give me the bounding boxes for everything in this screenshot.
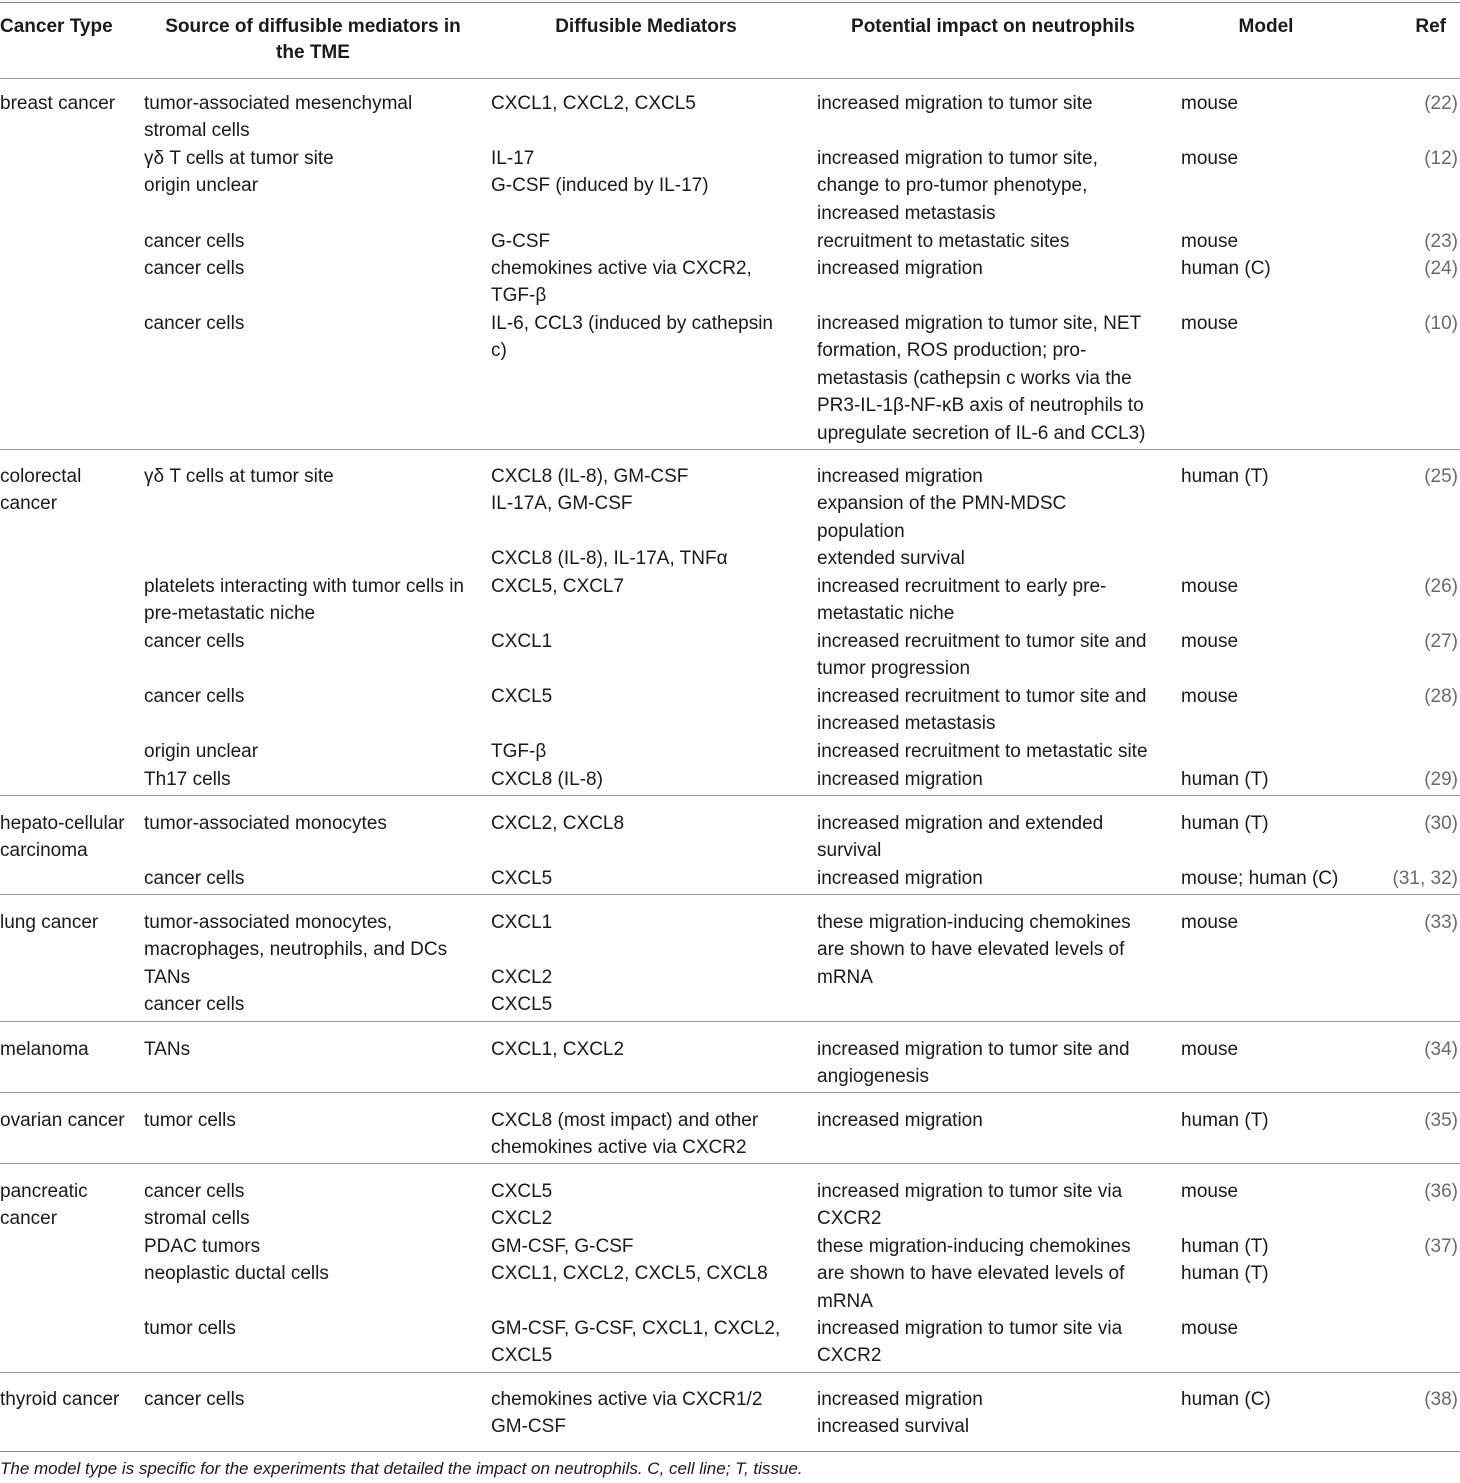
- ref-cell: (24): [1424, 258, 1458, 279]
- source-cell: cancer cells: [144, 868, 245, 889]
- impact-cell: increased recruitment to tumor site and tumor progression: [817, 631, 1147, 680]
- header-ref: Ref: [1415, 16, 1446, 37]
- model-cell: human (C): [1181, 258, 1271, 279]
- model-cell: human (T): [1181, 769, 1269, 790]
- impact-cell: increased migration to tumor site, NET formation, ROS production; pro- metastasis (cathepsin c works via the PR3-IL-1β-NF-κB axis of neutrophils to upregulate secretion of IL-6 and CCL3): [817, 313, 1146, 444]
- ref-cell: (35): [1424, 1110, 1458, 1131]
- mediators-cell: CXCL8 (IL-8), GM-CSF IL-17A, GM-CSF CXCL8 (IL-8), IL-17A, TNFα: [491, 466, 728, 570]
- header-model: Model: [1238, 16, 1294, 37]
- ref-cell: (33): [1424, 912, 1458, 933]
- source-cell: cancer cells origin unclear: [144, 686, 259, 762]
- table-bottom-rule: [0, 1451, 1460, 1452]
- mediators-cell: chemokines active via CXCR1/2 GM-CSF: [491, 1389, 763, 1438]
- mediators-cell: CXCL1, CXCL2: [491, 1039, 625, 1060]
- group-rule: [0, 1163, 1460, 1164]
- source-cell: PDAC tumors neoplastic ductal cells: [144, 1236, 329, 1285]
- group-rule: [0, 1092, 1460, 1093]
- cancer-type-cell: melanoma: [0, 1039, 89, 1060]
- ref-cell: (23): [1424, 231, 1458, 252]
- mediators-cell: IL-6, CCL3 (induced by cathepsin c): [491, 313, 773, 362]
- ref-cell: (29): [1424, 769, 1458, 790]
- mediators-cell: CXCL5 TGF-β: [491, 686, 553, 762]
- ref-cell: (34): [1424, 1039, 1458, 1060]
- source-cell: cancer cells: [144, 231, 245, 252]
- model-cell: human (T): [1181, 1110, 1269, 1131]
- source-cell: γδ T cells at tumor site origin unclear: [144, 148, 334, 197]
- source-cell: cancer cells: [144, 258, 245, 279]
- mediators-cell: CXCL2, CXCL8: [491, 813, 625, 834]
- mediators-cell: CXCL8 (IL-8): [491, 769, 603, 790]
- model-cell: mouse: [1181, 631, 1239, 652]
- header-cancer-type: Cancer Type: [0, 16, 113, 37]
- mediators-cell: CXCL5 CXCL2: [491, 1181, 553, 1230]
- source-cell: cancer cells: [144, 631, 245, 652]
- impact-cell: increased migration to tumor site via CXCR2: [817, 1318, 1123, 1367]
- header-rule: [0, 78, 1460, 79]
- group-rule: [0, 1021, 1460, 1022]
- impact-cell: increased migration: [817, 769, 983, 790]
- ref-cell: (31, 32): [1392, 868, 1458, 889]
- source-cell: platelets interacting with tumor cells in pre-metastatic niche: [144, 576, 464, 625]
- ref-cell: (37): [1424, 1236, 1458, 1257]
- ref-cell: (36): [1424, 1181, 1458, 1202]
- cancer-type-cell: pancreatic cancer: [0, 1181, 88, 1230]
- impact-cell: increased migration: [817, 1110, 983, 1131]
- model-cell: mouse: [1181, 1318, 1239, 1339]
- impact-cell: increased migration to tumor site and angiogenesis: [817, 1039, 1130, 1088]
- ref-cell: (26): [1424, 576, 1458, 597]
- ref-cell: (30): [1424, 813, 1458, 834]
- header-impact: Potential impact on neutrophils: [851, 16, 1135, 37]
- mediators-cell: CXCL1, CXCL2, CXCL5: [491, 93, 696, 114]
- cancer-type-cell: lung cancer: [0, 912, 99, 933]
- model-cell: mouse: [1181, 313, 1239, 334]
- source-cell: tumor cells: [144, 1318, 236, 1339]
- source-cell: tumor-associated mesenchymal stromal cells: [144, 93, 413, 142]
- model-cell: mouse: [1181, 576, 1239, 597]
- impact-cell: increased recruitment to tumor site and increased metastasis increased recruitment to metastatic site: [817, 686, 1148, 762]
- model-cell: human (T): [1181, 813, 1269, 834]
- model-cell: mouse: [1181, 912, 1239, 933]
- source-cell: Th17 cells: [144, 769, 231, 790]
- impact-cell: increased recruitment to early pre- metastatic niche: [817, 576, 1107, 625]
- cancer-type-cell: breast cancer: [0, 93, 116, 114]
- source-cell: γδ T cells at tumor site: [144, 466, 334, 487]
- ref-cell: (22): [1424, 93, 1458, 114]
- table-top-rule: [0, 2, 1460, 3]
- mediators-cell: chemokines active via CXCR2, TGF-β: [491, 258, 752, 307]
- mediators-cell: CXCL1: [491, 631, 553, 652]
- model-cell: mouse: [1181, 1039, 1239, 1060]
- impact-cell: these migration-inducing chemokines are shown to have elevated levels of mRNA: [817, 912, 1131, 988]
- model-cell: human (C): [1181, 1389, 1271, 1410]
- model-cell: mouse: [1181, 148, 1239, 169]
- cancer-type-cell: thyroid cancer: [0, 1389, 120, 1410]
- header-source: Source of diffusible mediators in the TME: [165, 16, 461, 63]
- source-cell: cancer cells: [144, 1389, 245, 1410]
- impact-cell: increased migration increased survival: [817, 1389, 983, 1438]
- mediators-cell: IL-17 G-CSF (induced by IL-17): [491, 148, 709, 197]
- ref-cell: (38): [1424, 1389, 1458, 1410]
- table-footnote: The model type is specific for the experiments that detailed the impact on neutrophils. C, cell line; T, tissue.: [0, 1459, 803, 1478]
- mediators-cell: CXCL8 (most impact) and other chemokines active via CXCR2: [491, 1110, 759, 1159]
- cancer-type-cell: ovarian cancer: [0, 1110, 125, 1131]
- source-cell: tumor cells: [144, 1110, 236, 1131]
- mediators-cell: GM-CSF, G-CSF CXCL1, CXCL2, CXCL5, CXCL8: [491, 1236, 768, 1285]
- group-rule: [0, 795, 1460, 796]
- impact-cell: increased migration to tumor site via CXCR2: [817, 1181, 1123, 1230]
- model-cell: human (T) human (T): [1181, 1236, 1269, 1285]
- group-rule: [0, 449, 1460, 450]
- model-cell: mouse: [1181, 231, 1239, 252]
- source-cell: tumor-associated monocytes, macrophages, neutrophils, and DCs TANs cancer cells: [144, 912, 448, 1016]
- mediators-cell: GM-CSF, G-CSF, CXCL1, CXCL2, CXCL5: [491, 1318, 781, 1367]
- source-cell: tumor-associated monocytes: [144, 813, 387, 834]
- ref-cell: (10): [1424, 313, 1458, 334]
- impact-cell: increased migration expansion of the PMN-MDSC population extended survival: [817, 466, 1067, 570]
- impact-cell: increased migration and extended survival: [817, 813, 1104, 862]
- mediators-cell: CXCL5: [491, 868, 553, 889]
- impact-cell: increased migration to tumor site: [817, 93, 1093, 114]
- mediators-cell: CXCL5, CXCL7: [491, 576, 625, 597]
- impact-cell: recruitment to metastatic sites: [817, 231, 1070, 252]
- source-cell: TANs: [144, 1039, 191, 1060]
- impact-cell: increased migration: [817, 258, 983, 279]
- impact-cell: these migration-inducing chemokines are shown to have elevated levels of mRNA: [817, 1236, 1131, 1312]
- mediators-cell: CXCL1 CXCL2 CXCL5: [491, 912, 553, 1016]
- ref-cell: (27): [1424, 631, 1458, 652]
- impact-cell: increased migration: [817, 868, 983, 889]
- impact-cell: increased migration to tumor site, change to pro-tumor phenotype, increased metastasis: [817, 148, 1098, 224]
- mediators-cell: G-CSF: [491, 231, 551, 252]
- cancer-type-cell: colorectal cancer: [0, 466, 82, 515]
- ref-cell: (25): [1424, 466, 1458, 487]
- source-cell: cancer cells stromal cells: [144, 1181, 250, 1230]
- model-cell: mouse: [1181, 93, 1239, 114]
- ref-cell: (12): [1424, 148, 1458, 169]
- ref-cell: (28): [1424, 686, 1458, 707]
- model-cell: mouse: [1181, 686, 1239, 707]
- group-rule: [0, 1372, 1460, 1373]
- cancer-type-cell: hepato-cellular carcinoma: [0, 813, 125, 862]
- model-cell: mouse: [1181, 1181, 1239, 1202]
- model-cell: human (T): [1181, 466, 1269, 487]
- group-rule: [0, 894, 1460, 895]
- model-cell: mouse; human (C): [1181, 868, 1339, 889]
- source-cell: cancer cells: [144, 313, 245, 334]
- header-mediators: Diffusible Mediators: [555, 16, 737, 37]
